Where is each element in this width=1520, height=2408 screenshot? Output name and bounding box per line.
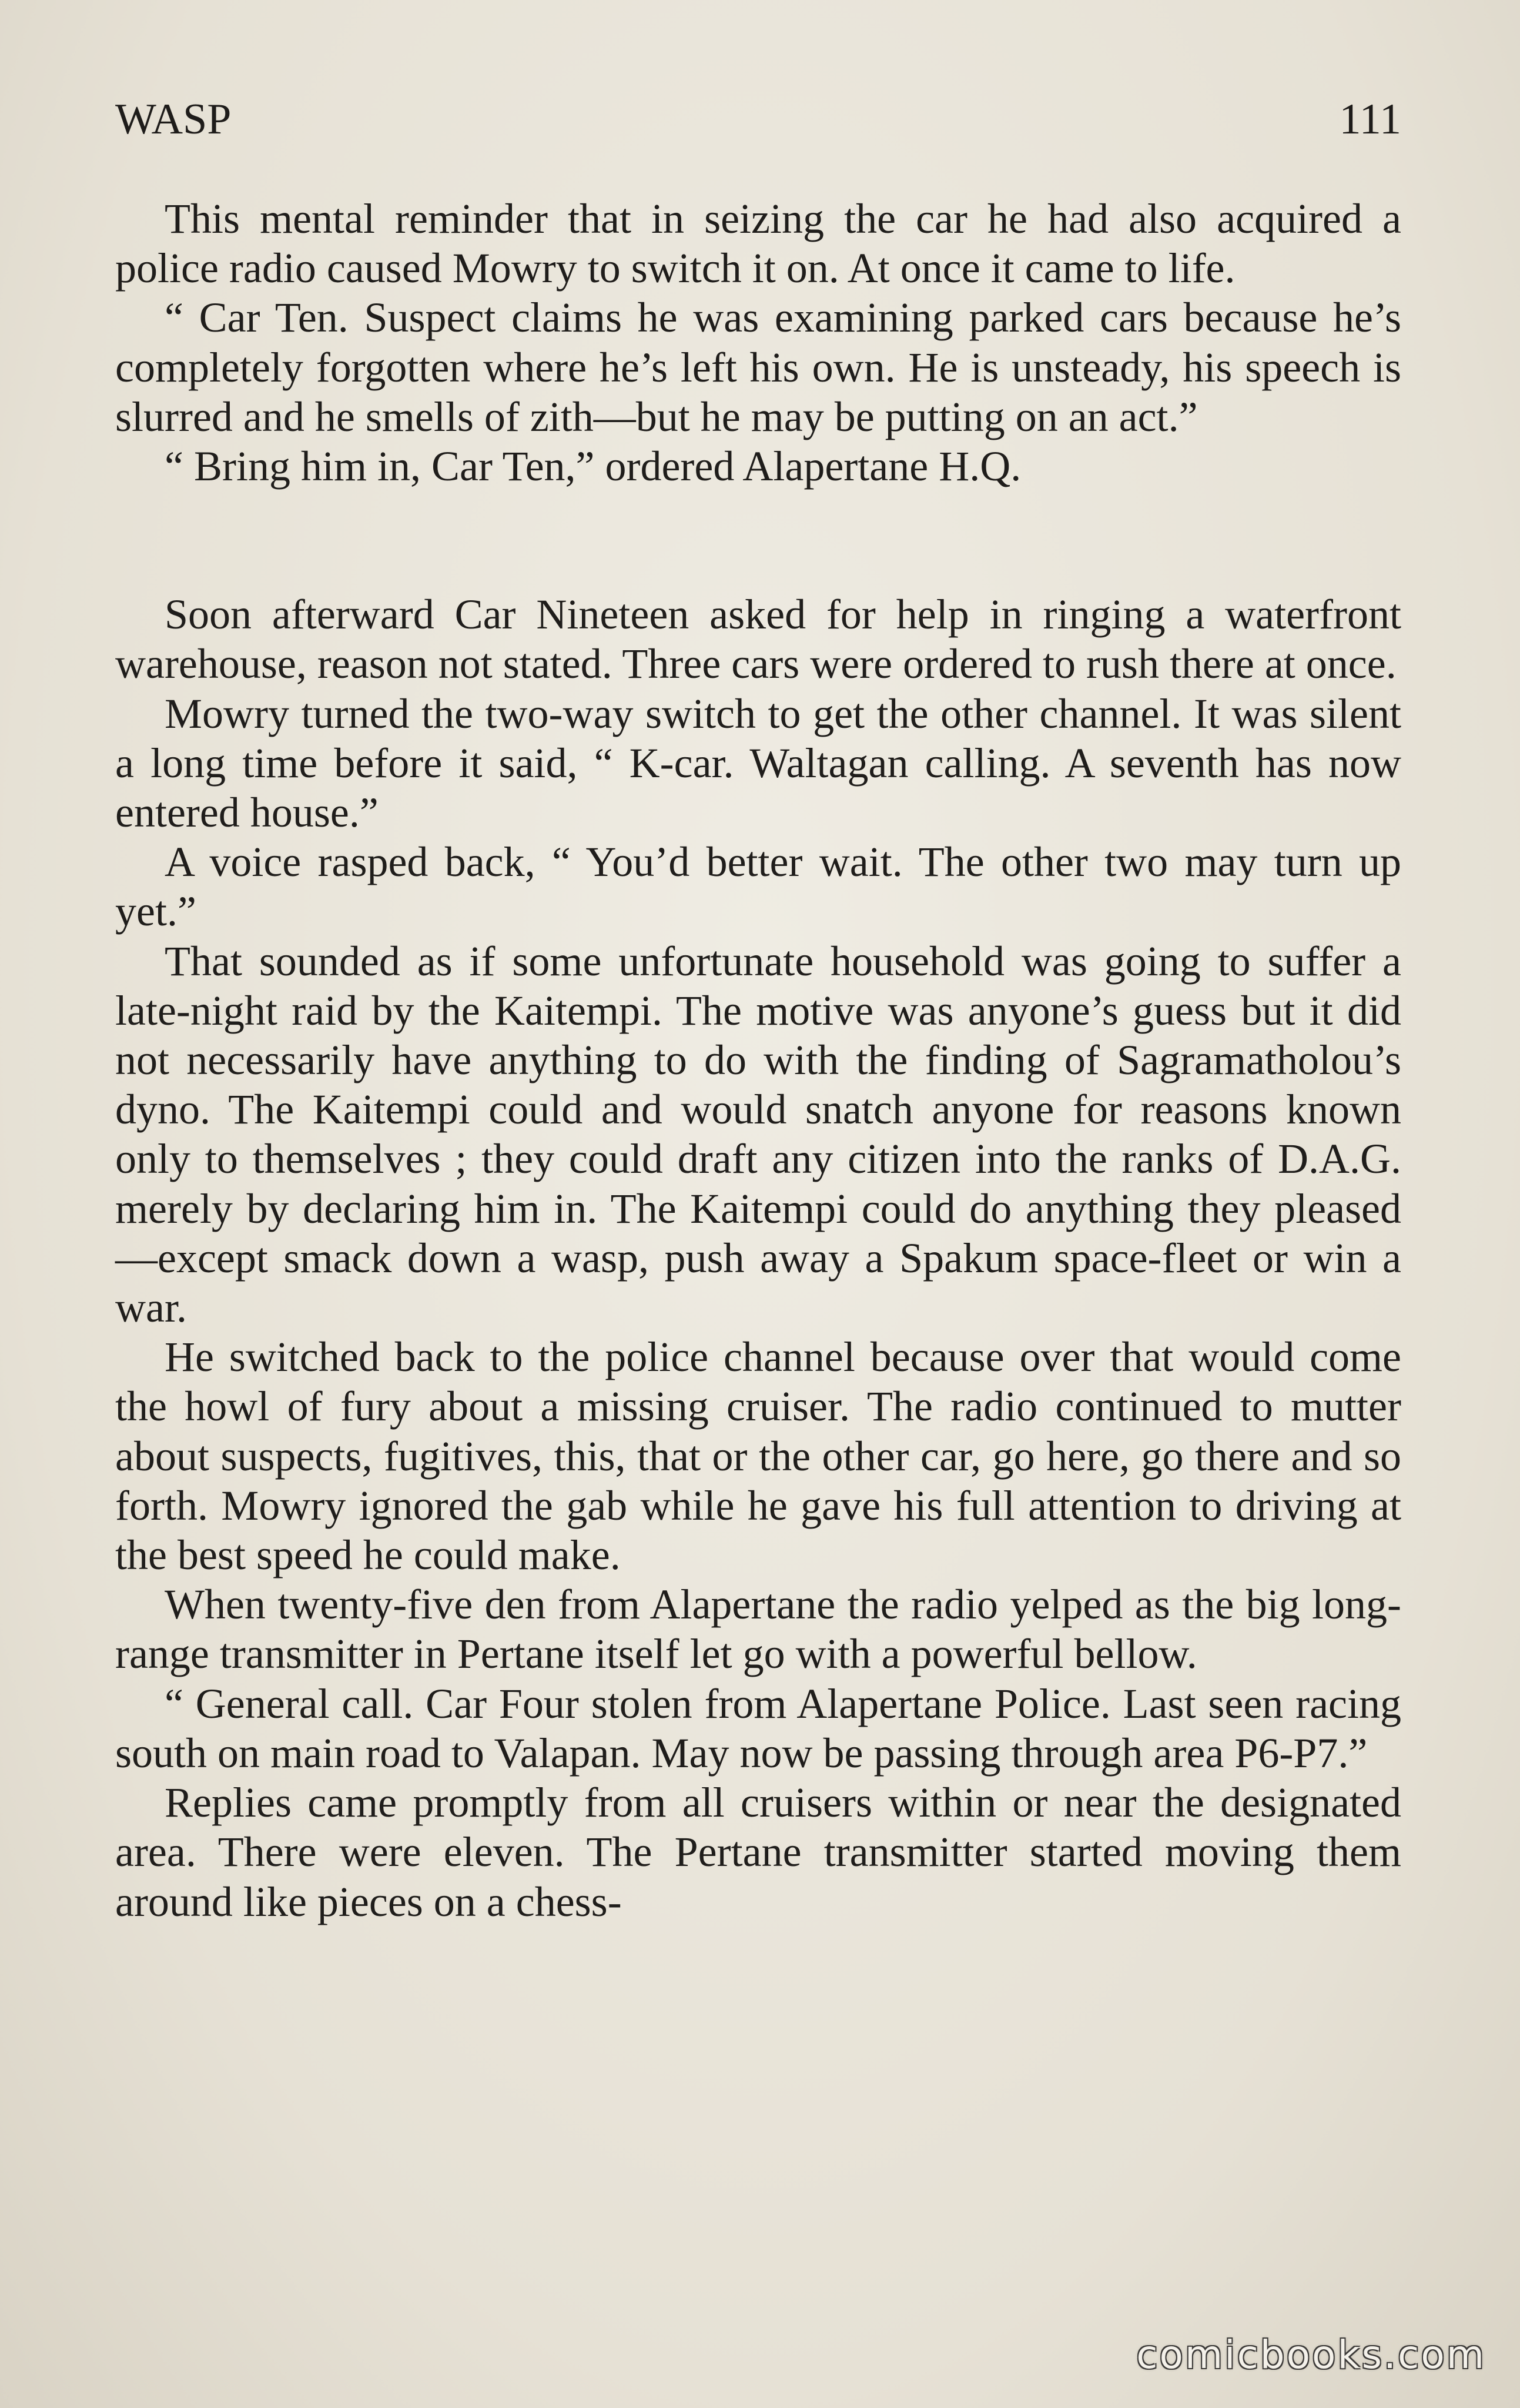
page-number: 111 <box>1339 95 1401 143</box>
paragraph: Replies came promptly from all cruisers within or near the designated area. There were eleven. The Pertane transmitter started moving them around like pieces on a chess- <box>115 1779 1401 1925</box>
page-header <box>115 93 1401 146</box>
paragraph: A voice rasped back, “ You’d better wait. The other two may turn up yet.” <box>115 838 1401 935</box>
paragraph: “ Bring him in, Car Ten,” ordered Alapertane H.Q. <box>165 443 1022 490</box>
paragraph: Soon afterward Car Nineteen asked for help in ringing a waterfront warehouse, reason not stated. Three cars were ordered to rush there at once. <box>115 591 1401 688</box>
paragraph: “ General call. Car Four stolen from Alapertane Police. Last seen racing south on main road to Valapan. May now be passing through area P6-P7.” <box>115 1680 1401 1777</box>
paragraph: He switched back to the police channel because over that would come the howl of fury about a missing cruiser. The radio continued to mutter about suspects, fugitives, this, that or the other car, go here, go there and so forth. Mowry ignored the gab while he gave his full attention to driving at the best speed he could make. <box>115 1333 1401 1579</box>
paragraph: When twenty-five den from Alapertane the radio yelped as the big long-range transmitter in Pertane itself let go with a powerful bellow. <box>115 1581 1401 1678</box>
paragraph: Mowry turned the two-way switch to get the other channel. It was silent a long time before it said, “ K-car. Waltagan calling. A seventh has now entered house.” <box>115 690 1401 837</box>
paragraph: That sounded as if some unfortunate household was going to suffer a late-night raid by the Kaitempi. The motive was anyone’s guess but it did not necessarily have anything to do with the finding of Sagramatholou’s dyno. The Kaitempi could and would snatch anyone for reasons known only to themselves ; they could draft any citizen into the ranks of D.A.G. merely by declaring him in. The Kaitempi could do anything they pleased—except smack down a wasp, push away a Spakum space-fleet or win a war. <box>115 937 1401 1332</box>
site-watermark: comicbooks.com <box>1136 2332 1486 2377</box>
paragraph: This mental reminder that in seizing the car he had also acquired a police radio caused Mowry to switch it on. At once it came to life. <box>115 195 1401 292</box>
paragraph: “ Car Ten. Suspect claims he was examining parked cars because he’s completely forgotten where he’s left his own. He is unsteady, his speech is slurred and he smells of zith—but he may be putting on an act.” <box>115 294 1401 440</box>
running-head: WASP <box>115 95 232 143</box>
body-text <box>115 194 1401 1927</box>
